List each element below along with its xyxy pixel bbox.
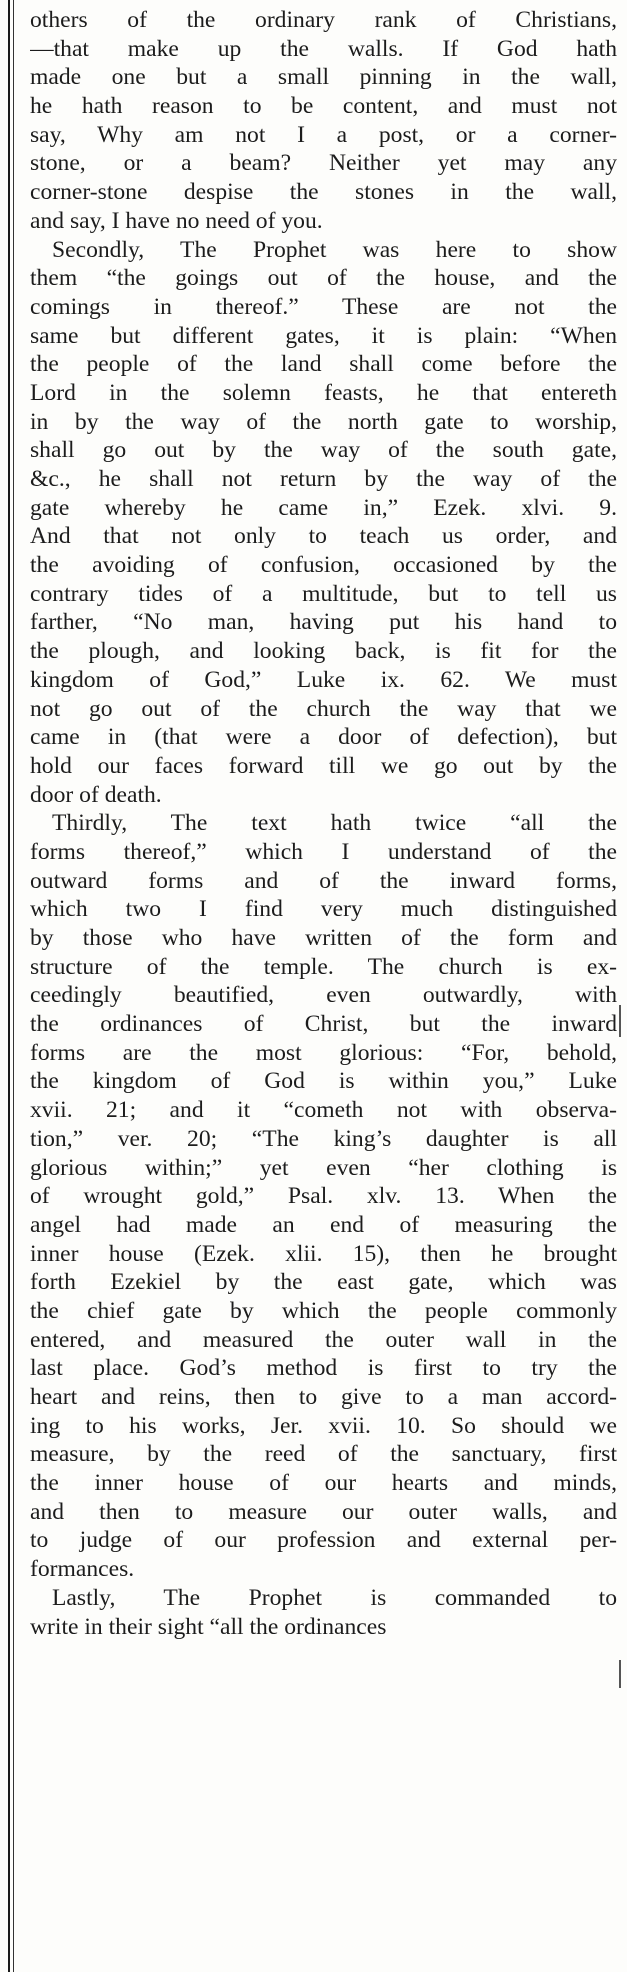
paragraph [30,6,617,236]
text-line: say, Why am not I a post, or a corner- [30,121,617,148]
text-line: Thirdly, The text hath twice “all the [52,810,617,837]
text-line: stone, or a beam? Neither yet may any [30,150,617,177]
text-line: kingdom of God,” Luke ix. 62. We must [30,666,617,693]
text-line: Lord in the solemn feasts, he that entereth [30,379,617,406]
text-line: of wrought gold,” Psal. xlv. 13. When the [30,1183,617,1210]
paragraph [30,809,617,1584]
text-line: And that not only to teach us order, and [30,523,617,550]
text-line: made one but a small pinning in the wall, [30,64,617,91]
left-column-rule-thin [13,0,14,1972]
text-line: hold our faces forward till we go out by the [30,752,617,779]
text-line: the kingdom of God is within you,” Luke [30,1068,617,1095]
text-line: which two I find very much distinguished [30,896,617,923]
text-line: Secondly, The Prophet was here to show [52,236,617,263]
text-line: contrary tides of a multitude, but to tell us [30,580,617,607]
text-line: entered, and measured the outer wall in the [30,1326,617,1353]
text-line: the plough, and looking back, is fit for the [30,638,617,665]
text-line: them “the goings out of the house, and the [30,265,617,292]
text-line: and then to measure our outer walls, and [30,1498,617,1525]
right-margin-mark [619,1660,621,1688]
text-line: outward forms and of the inward forms, [30,867,617,894]
text-line: forms thereof,” which I understand of the [30,838,617,865]
text-line: xvii. 21; and it “cometh not with observa- [30,1097,617,1124]
text-line: structure of the temple. The church is ex- [30,953,617,980]
text-line: the ordinances of Christ, but the inward [30,1011,617,1038]
text-line: measure, by the reed of the sanctuary, first [30,1441,617,1468]
paragraph [30,1584,617,1641]
text-line: write in their sight “all the ordinances [30,1613,387,1640]
text-line: corner-stone despise the stones in the wall, [30,179,617,206]
text-line: inner house (Ezek. xlii. 15), then he brought [30,1240,617,1267]
text-line: came in (that were a door of defection), but [30,724,617,751]
text-line: the inner house of our hearts and minds, [30,1470,617,1497]
text-line: the chief gate by which the people commonly [30,1297,617,1324]
text-line: others of the ordinary rank of Christians, [30,7,617,33]
text-column [30,6,617,1641]
text-line: forms are the most glorious: “For, behold, [30,1039,617,1066]
text-line: &c., he shall not return by the way of the [30,466,617,492]
text-line: —that make up the walls. If God hath [30,35,617,62]
text-line: he hath reason to be content, and must not [30,93,617,120]
text-line: by those who have written of the form and [30,925,617,951]
text-line: the people of the land shall come before the [30,351,617,378]
text-line: door of death. [30,781,162,808]
text-line: and say, I have no need of you. [30,207,323,234]
text-line: ing to his works, Jer. xvii. 10. So should we [30,1412,617,1439]
text-line: the avoiding of confusion, occasioned by the [30,552,617,579]
text-line: gate whereby he came in,” Ezek. xlvi. 9. [30,494,617,521]
text-line: heart and reins, then to give to a man accord- [30,1384,617,1410]
text-line: in by the way of the north gate to worship, [30,408,617,435]
text-line: to judge of our profession and external per- [30,1527,617,1554]
text-line: farther, “No man, having put his hand to [30,609,617,636]
left-column-rule [8,0,10,1972]
text-line: formances. [30,1556,135,1583]
text-line: tion,” ver. 20; “The king’s daughter is all [30,1125,617,1152]
text-line: same but different gates, it is plain: “When [30,322,617,349]
text-line: not go out of the church the way that we [30,695,617,722]
right-margin-mark [619,1005,621,1037]
text-line: forth Ezekiel by the east gate, which was [30,1269,617,1296]
text-line: ceedingly beautified, even outwardly, with [30,982,617,1009]
text-line: angel had made an end of measuring the [30,1211,617,1238]
text-line: last place. God’s method is first to try the [30,1355,617,1382]
text-line: Lastly, The Prophet is commanded to [52,1584,617,1611]
text-line: comings in thereof.” These are not the [30,293,617,320]
paragraph [30,236,617,810]
text-line: glorious within;” yet even “her clothing is [30,1154,617,1181]
text-line: shall go out by the way of the south gate, [30,437,617,464]
